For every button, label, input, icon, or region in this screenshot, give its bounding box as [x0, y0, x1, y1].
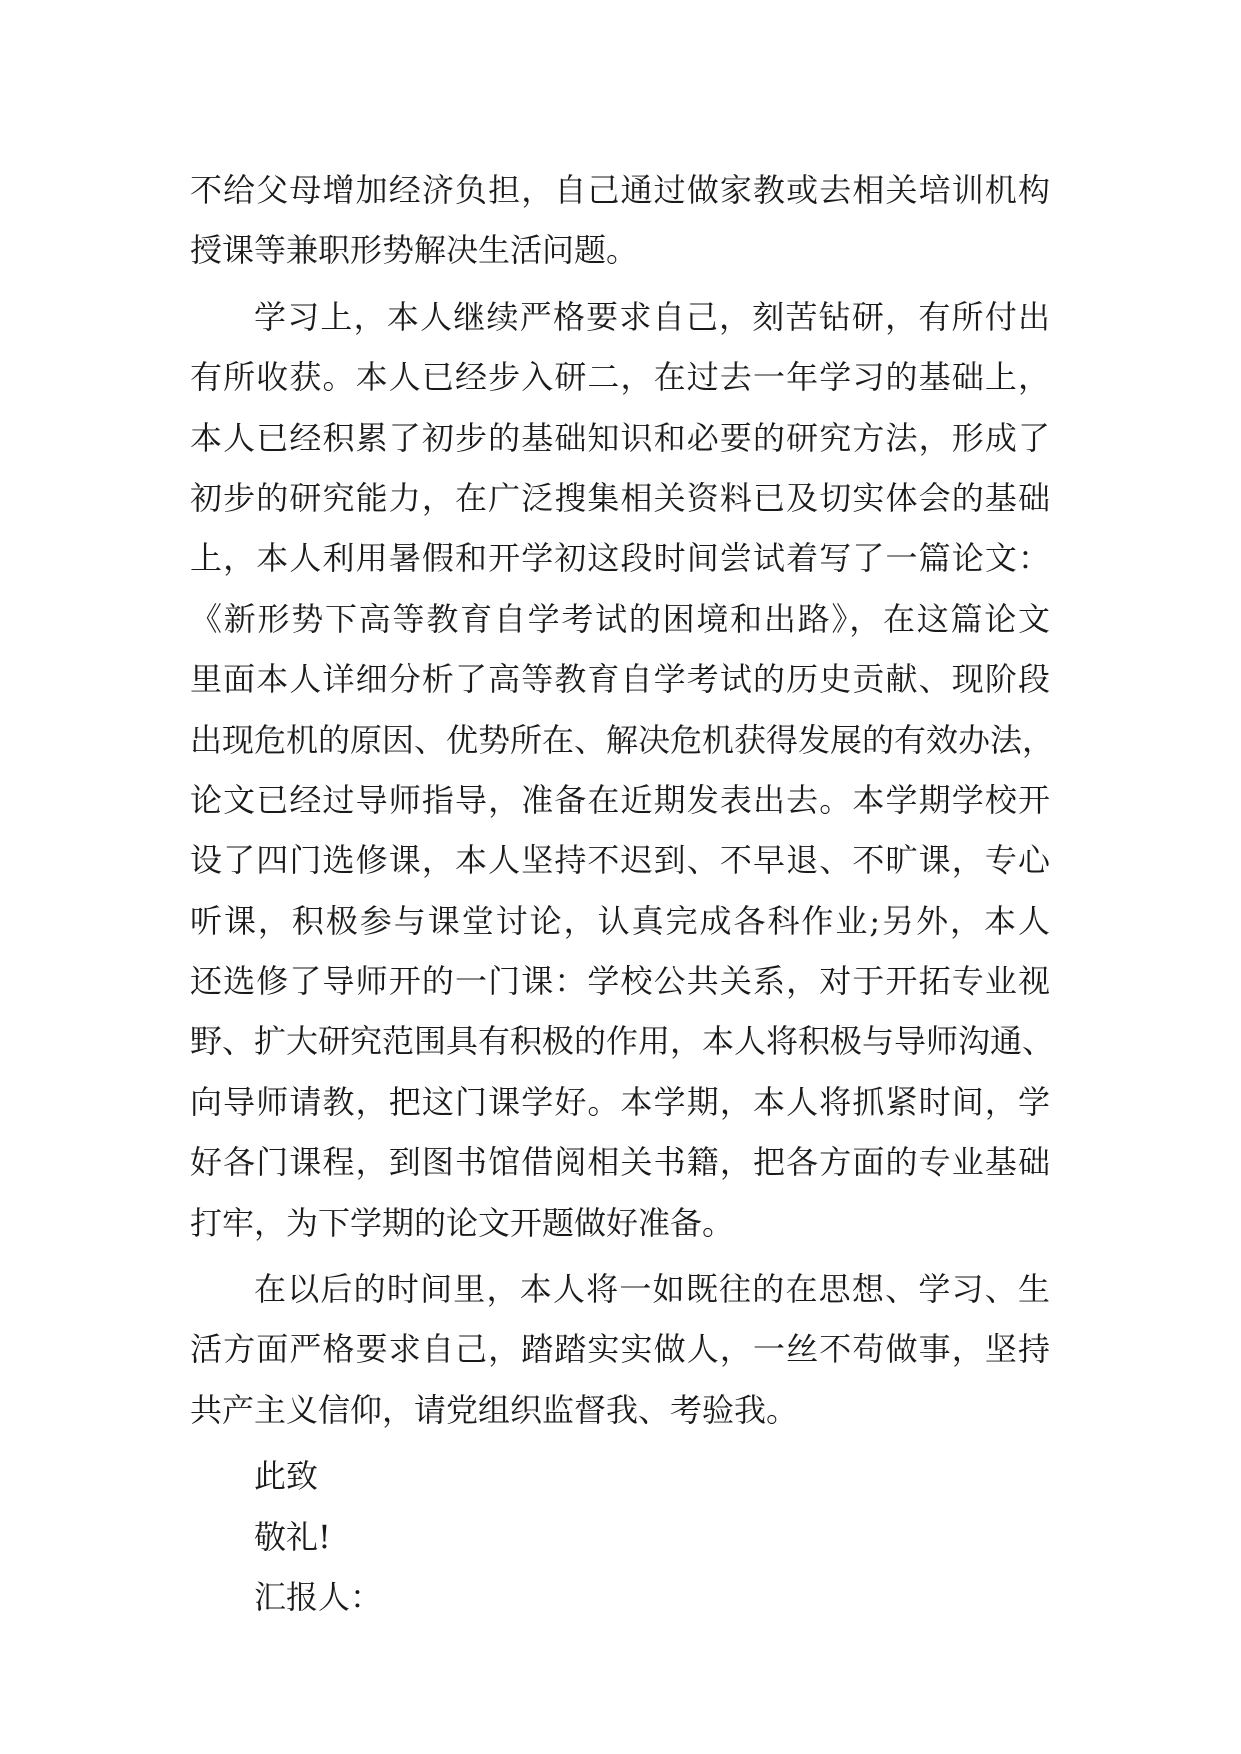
closing	[190, 1446, 1050, 1627]
regards: 敬礼!	[254, 1517, 331, 1556]
paragraph-3	[190, 1259, 1050, 1440]
text-line: 好各门课程，到图书馆借阅相关书籍，把各方面的专业基础	[190, 1143, 1050, 1182]
text-line: 初步的研究能力，在广泛搜集相关资料已及切实体会的基础	[190, 478, 1050, 517]
paragraph-1	[190, 160, 1050, 281]
text-line: 向导师请教，把这门课学好。本学期，本人将抓紧时间，学	[190, 1082, 1050, 1121]
salutation: 此致	[254, 1457, 319, 1496]
text-line: 活方面严格要求自己，踏踏实实做人，一丝不苟做事，坚持	[190, 1330, 1050, 1369]
text-line: 有所收获。本人已经步入研二，在过去一年学习的基础上，	[190, 358, 1050, 397]
text-line: 听课，积极参与课堂讨论，认真完成各科作业;另外，本人	[190, 901, 1050, 940]
text-line: 学习上，本人继续严格要求自己，刻苦钻研，有所付出	[254, 297, 1050, 336]
text-line: 本人已经积累了初步的基础知识和必要的研究方法，形成了	[190, 418, 1050, 457]
text-line: 野、扩大研究范围具有积极的作用，本人将积极与导师沟通、	[190, 1022, 1055, 1061]
document-body	[190, 160, 1055, 1627]
text-line: 共产主义信仰，请党组织监督我、考验我。	[190, 1390, 799, 1429]
text-line: 授课等兼职形势解决生活问题。	[190, 231, 639, 270]
text-line: 里面本人详细分析了高等教育自学考试的历史贡献、现阶段	[190, 660, 1050, 699]
text-line: 论文已经过导师指导，准备在近期发表出去。本学期学校开	[190, 780, 1050, 819]
reporter-label: 汇报人：	[254, 1577, 383, 1616]
text-line: 打牢，为下学期的论文开题做好准备。	[190, 1203, 735, 1242]
text-line: 出现危机的原因、优势所在、解决危机获得发展的有效办法，	[190, 720, 1055, 759]
text-line: 在以后的时间里，本人将一如既往的在思想、学习、生	[254, 1270, 1050, 1309]
text-line: 还选修了导师开的一门课：学校公共关系，对于开拓专业视	[190, 962, 1050, 1001]
paragraph-2	[190, 287, 1055, 1253]
text-line: 上，本人利用暑假和开学初这段时间尝试着写了一篇论文：	[190, 539, 1050, 578]
text-line: 设了四门选修课，本人坚持不迟到、不早退、不旷课，专心	[190, 841, 1050, 880]
text-line: 《新形势下高等教育自学考试的困境和出路》，在这篇论文	[190, 599, 1050, 638]
text-line: 不给父母增加经济负担，自己通过做家教或去相关培训机构	[190, 171, 1050, 209]
